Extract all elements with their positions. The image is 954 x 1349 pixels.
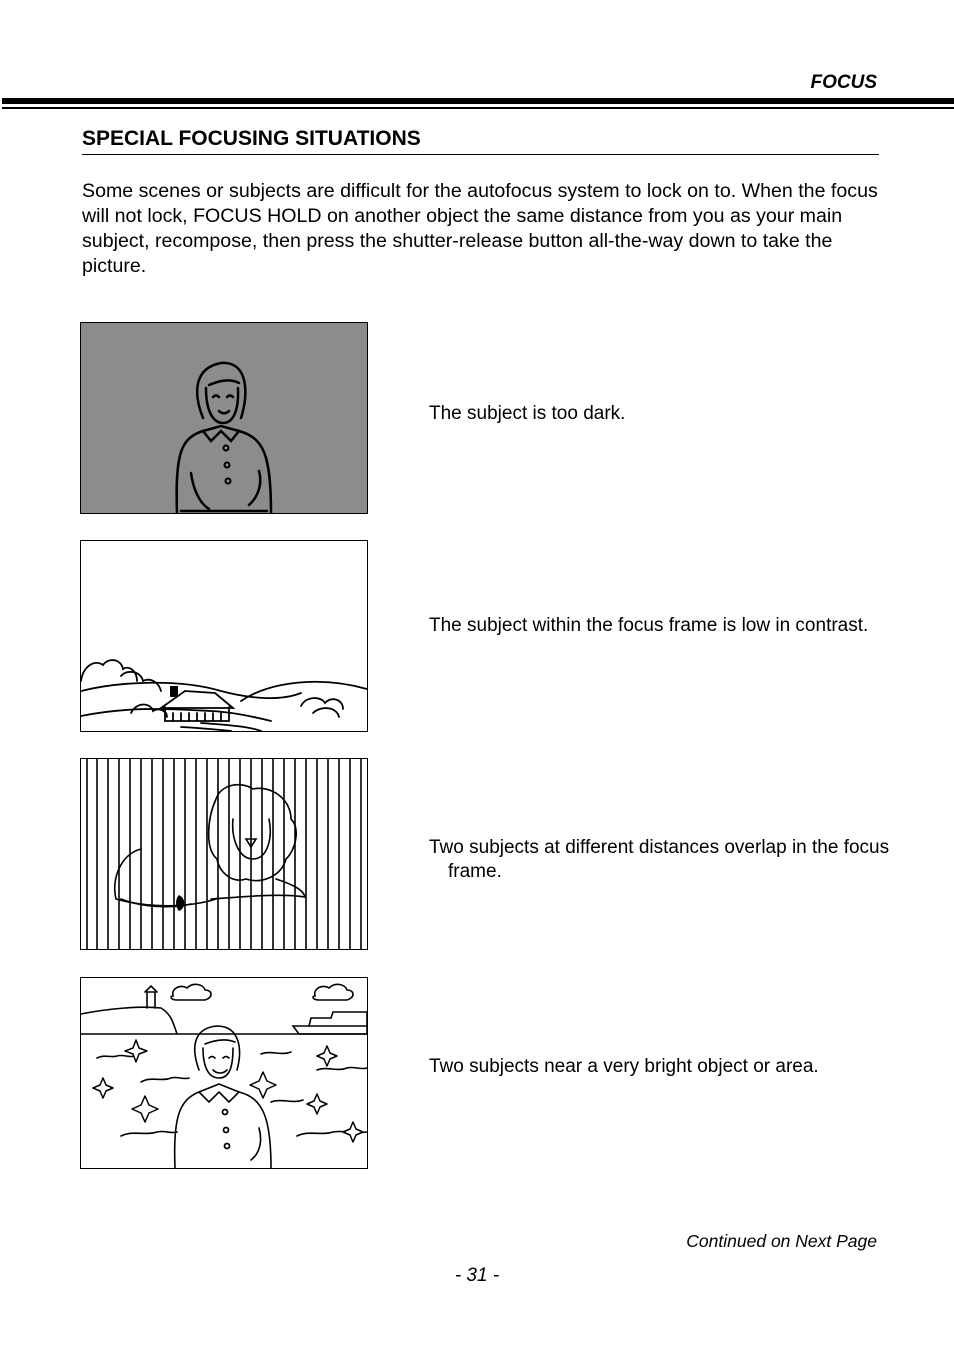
header-rule-thick — [2, 98, 954, 104]
continued-note: Continued on Next Page — [686, 1231, 877, 1251]
intro-paragraph: Some scenes or subjects are difficult for the autofocus system to lock on to. When the focus will not lock, FOCUS HOLD on another object the same distance from you as your main subject, recompose, then press the shutter-release button all-the-way down to take the picture. — [82, 180, 878, 277]
caged-lion-illustration — [80, 758, 368, 950]
dark-portrait-illustration — [80, 322, 368, 514]
page-number: - 31 - — [454, 1265, 500, 1286]
running-head-section-label: FOCUS — [810, 72, 877, 93]
caption-overlapping-subjects: Two subjects at different distances overlap in the focus frame. — [429, 837, 890, 882]
caption-bright-area: Two subjects near a very bright object or area. — [429, 1056, 819, 1077]
caption-dark-subject: The subject is too dark. — [429, 403, 626, 424]
header-rule-thin — [2, 107, 954, 109]
section-title: SPECIAL FOCUSING SITUATIONS — [82, 127, 879, 155]
landscape-illustration — [80, 540, 368, 732]
sparkling-sea-portrait-illustration — [80, 977, 368, 1169]
caption-low-contrast: The subject within the focus frame is low in contrast. — [429, 615, 869, 636]
